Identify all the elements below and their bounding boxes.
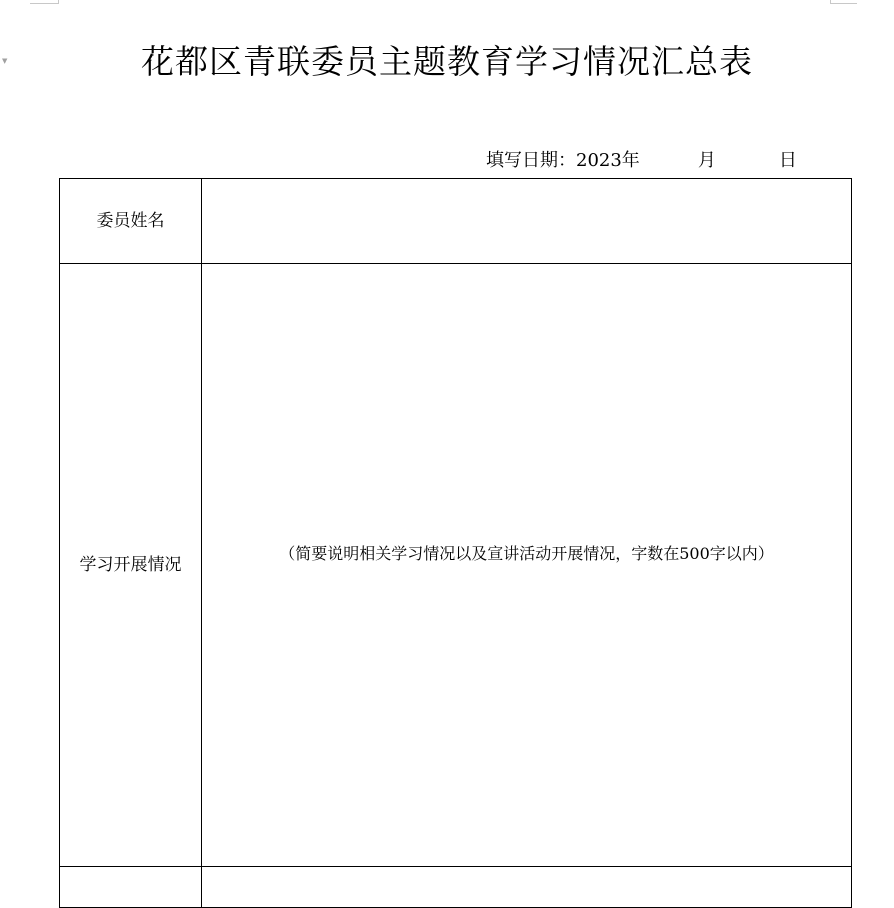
table-row-member-name [60, 179, 852, 264]
table-row-next [60, 867, 852, 908]
study-status-label: 学习开展情况 [79, 555, 182, 575]
next-row-value-cell[interactable] [202, 867, 852, 908]
fill-date-month: 月 [697, 150, 716, 171]
summary-form-table [59, 178, 852, 908]
study-status-value-cell[interactable] [202, 264, 852, 867]
small-arrow-down-icon: ▼ [2, 57, 8, 65]
page-corner-top-right [830, 0, 857, 4]
member-name-label-cell [60, 179, 202, 264]
document-title: 花都区青联委员主题教育学习情况汇总表 [141, 42, 753, 81]
study-status-hint[interactable]: （简要说明相关学习情况以及宣讲活动开展情况，字数在500字以内） [279, 544, 774, 563]
member-name-value-cell[interactable] [202, 179, 852, 264]
fill-date-day: 日 [778, 150, 797, 171]
next-row-label-cell [60, 867, 202, 908]
study-status-label-cell [60, 264, 202, 867]
page-corner-top-left [30, 0, 59, 4]
table-row-study-status [60, 264, 852, 867]
fill-date-line [486, 147, 797, 175]
fill-date-label: 填写日期：2023年 [486, 150, 640, 171]
member-name-label: 委员姓名 [96, 211, 165, 231]
